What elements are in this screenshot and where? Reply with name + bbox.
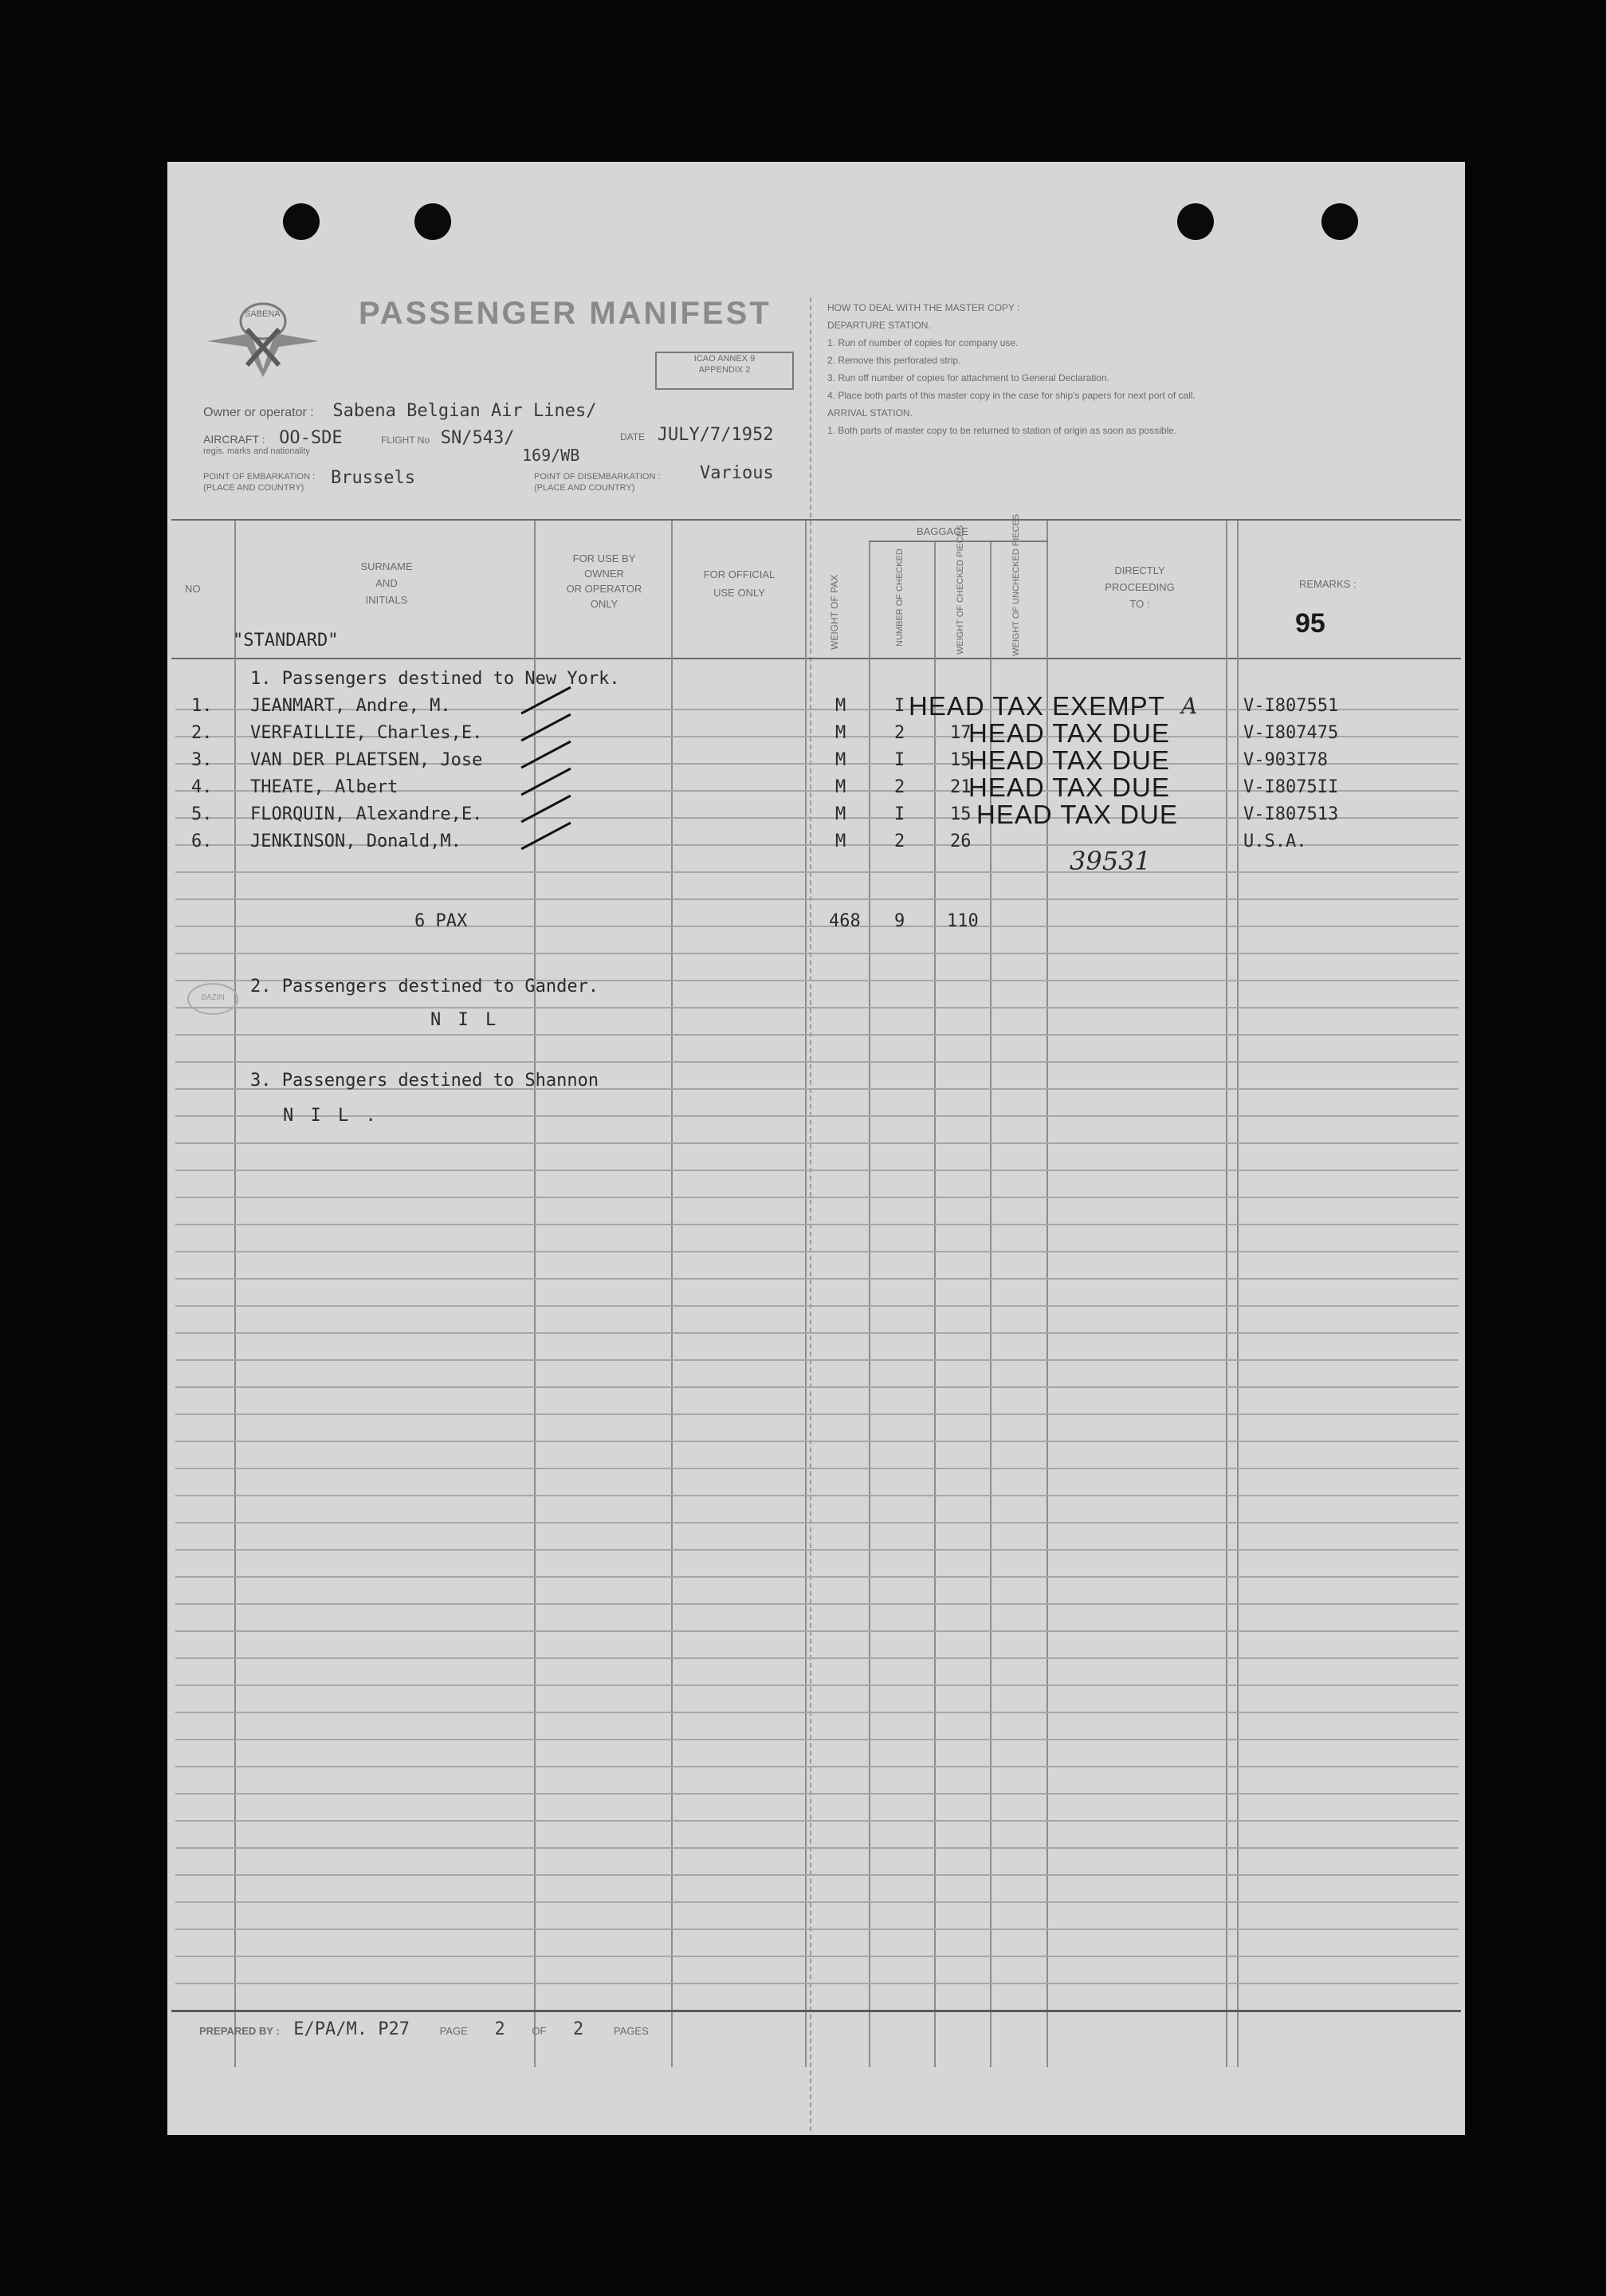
ruled-line	[175, 1847, 1459, 1849]
passenger-no: 1.	[191, 696, 213, 716]
totals-weight: 468	[829, 911, 861, 931]
col-header-line: FOR USE BY	[572, 552, 636, 564]
passenger-bag-weight: 15	[950, 750, 972, 770]
instruction-line: 3. Run off number of copies for attachment to General Declaration.	[827, 372, 1109, 383]
col-header-baggage: BAGGAGE	[917, 525, 969, 537]
of-label: OF	[532, 2025, 547, 2037]
ruled-line	[175, 1495, 1459, 1496]
passenger-name: VERFAILLIE, Charles,E.	[250, 723, 483, 743]
page-mark: 95	[1295, 608, 1325, 639]
col-header-bag-unchecked: WEIGHT OF UNCHECKED PIECES	[1011, 513, 1021, 656]
col-header-bag-checked: NUMBER OF CHECKED	[895, 548, 905, 647]
instruction-line: ARRIVAL STATION.	[827, 407, 913, 419]
sabena-logo-icon	[203, 297, 323, 385]
ruled-line	[175, 1983, 1459, 1984]
col-header-line: TO :	[1129, 598, 1150, 610]
col-header-line: PROCEEDING	[1105, 581, 1175, 593]
ruled-line	[175, 1061, 1459, 1063]
circular-stamp-text: BAZIN	[201, 993, 225, 1002]
ruled-line	[175, 1224, 1459, 1225]
section-heading: 1. Passengers destined to New York.	[250, 669, 620, 689]
col-divider	[534, 521, 536, 2067]
ruled-line	[175, 1576, 1459, 1578]
ruled-line	[175, 1685, 1459, 1686]
instruction-line: DEPARTURE STATION.	[827, 320, 931, 331]
owner-value: Sabena Belgian Air Lines/	[332, 401, 597, 421]
instruction-line: 2. Remove this perforated strip.	[827, 355, 961, 366]
passenger-name: VAN DER PLAETSEN, Jose	[250, 750, 483, 770]
punch-hole	[1321, 203, 1358, 240]
ruled-line	[175, 1034, 1459, 1036]
disembarkation-value: Various	[700, 463, 774, 483]
passenger-remarks: V-I807475	[1243, 723, 1339, 743]
passenger-bag-weight: 26	[950, 832, 972, 851]
ruled-line	[175, 1820, 1459, 1822]
instruction-line: 1. Run of number of copies for company use.	[827, 337, 1019, 348]
col-divider	[805, 521, 807, 2067]
footer	[199, 2019, 649, 2039]
ruled-line	[175, 1305, 1459, 1307]
ruled-line	[175, 1630, 1459, 1632]
totals-bags: 9	[894, 911, 905, 931]
totals-label: 6 PAX	[414, 911, 468, 931]
passenger-name: JEANMART, Andre, M.	[250, 696, 451, 716]
ruled-line	[175, 1901, 1459, 1903]
icao-line: APPENDIX 2	[698, 365, 751, 375]
passenger-bags: 2	[894, 832, 905, 851]
aircraft-label: AIRCRAFT :	[203, 433, 265, 446]
passenger-weight: M	[835, 696, 846, 716]
ruled-line	[175, 1468, 1459, 1469]
passenger-name: FLORQUIN, Alexandre,E.	[250, 804, 483, 824]
col-divider	[1237, 521, 1239, 2067]
of-value: 2	[573, 2019, 584, 2039]
owner-field	[203, 401, 597, 421]
ruled-line	[175, 1793, 1459, 1795]
footer-rule	[171, 2010, 1461, 2012]
passenger-weight: M	[835, 723, 846, 743]
col-header-no: NO	[185, 583, 201, 595]
handwritten-number: 39531	[1070, 846, 1151, 876]
flight-value-2: 169/WB	[522, 446, 580, 465]
passenger-remarks: V-I807513	[1243, 804, 1339, 824]
col-header-weight: WEIGHT OF PAX	[829, 574, 840, 650]
disembarkation-field	[534, 471, 709, 493]
ruled-line	[175, 1413, 1459, 1415]
prepared-by-value: E/PA/M. P27	[293, 2019, 410, 2039]
passenger-no: 3.	[191, 750, 213, 770]
col-divider	[869, 541, 870, 2067]
passenger-remarks: U.S.A.	[1243, 832, 1307, 851]
instruction-line: HOW TO DEAL WITH THE MASTER COPY :	[827, 302, 1020, 313]
manifest-sheet	[167, 162, 1465, 2135]
ruled-line	[175, 1197, 1459, 1198]
aircraft-sub-label: regis. marks and nationality	[203, 446, 310, 456]
pages-label: PAGES	[613, 2025, 649, 2037]
disembarkation-sub-label: (PLACE AND COUNTRY)	[534, 483, 635, 493]
col-header-official-use	[677, 568, 801, 599]
section-heading: 2. Passengers destined to Gander.	[250, 977, 599, 997]
col-header-line: AND	[375, 577, 398, 589]
totals-bag-weight: 110	[947, 911, 979, 931]
col-header-remarks: REMARKS :	[1299, 578, 1357, 590]
passenger-bags: 2	[894, 777, 905, 797]
ruled-line	[175, 1251, 1459, 1252]
col-header-line: FOR OFFICIAL	[703, 568, 776, 580]
col-header-line: DIRECTLY	[1114, 564, 1165, 576]
col-header-surname	[247, 560, 526, 606]
instructions-block	[827, 302, 1321, 436]
flight-value: SN/543/	[440, 428, 515, 448]
ruled-line	[175, 871, 1459, 873]
ruled-line	[175, 1359, 1459, 1361]
ruled-line	[175, 1549, 1459, 1551]
passenger-bags: I	[894, 804, 905, 824]
col-header-line: SURNAME	[360, 560, 413, 572]
ruled-line	[175, 1603, 1459, 1605]
circular-stamp	[187, 983, 238, 1015]
passenger-bags: I	[894, 750, 905, 770]
passenger-no: 4.	[191, 777, 213, 797]
section-heading: 3. Passengers destined to Shannon	[250, 1071, 599, 1091]
owner-label: Owner or operator :	[203, 406, 314, 419]
ruled-line	[175, 1657, 1459, 1659]
ruled-line	[175, 1766, 1459, 1767]
col-header-line: OR OPERATOR	[566, 583, 642, 595]
passenger-no: 2.	[191, 723, 213, 743]
passenger-no: 6.	[191, 832, 213, 851]
class-label: "STANDARD"	[233, 631, 339, 651]
punch-hole	[283, 203, 320, 240]
page-label: PAGE	[439, 2025, 468, 2037]
passenger-no: 5.	[191, 804, 213, 824]
passenger-name: JENKINSON, Donald,M.	[250, 832, 461, 851]
prepared-by-label: PREPARED BY :	[199, 2025, 280, 2037]
ruled-line	[175, 1956, 1459, 1957]
embarkation-sub-label: (PLACE AND COUNTRY)	[203, 483, 304, 493]
section-nil: N I L .	[283, 1106, 379, 1126]
ruled-line	[175, 926, 1459, 927]
passenger-remarks: V-I8075II	[1243, 777, 1339, 797]
col-divider	[234, 521, 236, 2067]
ruled-line	[175, 1142, 1459, 1144]
page-value: 2	[494, 2019, 505, 2039]
passenger-remarks: V-903I78	[1243, 750, 1328, 770]
ruled-line	[175, 1278, 1459, 1280]
col-header-line: INITIALS	[365, 594, 408, 606]
passenger-weight: M	[835, 777, 846, 797]
ruled-line	[175, 1007, 1459, 1008]
head-tax-stamp: HEAD TAX DUE	[968, 773, 1170, 802]
passenger-weight: M	[835, 750, 846, 770]
ruled-line	[175, 1928, 1459, 1930]
icao-line: ICAO ANNEX 9	[693, 354, 756, 364]
col-divider	[1226, 521, 1227, 2067]
ruled-line	[175, 1170, 1459, 1171]
passenger-bag-weight: 21	[950, 777, 972, 797]
head-tax-stamp: HEAD TAX DUE	[976, 800, 1178, 829]
instruction-line: 1. Both parts of master copy to be returned to station of origin as soon as possible.	[827, 425, 1177, 436]
embarkation-label: POINT OF EMBARKATION :	[203, 472, 316, 482]
passenger-bags: 2	[894, 723, 905, 743]
ruled-line	[175, 1712, 1459, 1713]
col-divider	[934, 541, 936, 2067]
col-header-directly	[1056, 564, 1223, 610]
punch-hole	[414, 203, 451, 240]
table-top-rule	[171, 519, 1461, 521]
date-label: DATE	[620, 431, 646, 442]
flight-field	[381, 428, 514, 448]
ruled-line	[175, 953, 1459, 954]
embarkation-value: Brussels	[331, 468, 415, 488]
icao-box	[655, 352, 794, 390]
punch-hole	[1177, 203, 1214, 240]
passenger-name: THEATE, Albert	[250, 777, 399, 797]
page-title: PASSENGER MANIFEST	[359, 296, 772, 331]
passenger-bags: I	[894, 696, 905, 716]
passenger-bag-weight: 15	[950, 804, 972, 824]
passenger-bag-weight: 17	[950, 723, 972, 743]
head-tax-stamp: HEAD TAX DUE	[968, 718, 1170, 748]
ruled-line	[175, 1522, 1459, 1523]
stamp-note: A	[1181, 693, 1198, 719]
passenger-weight: M	[835, 804, 846, 824]
disembarkation-label: POINT OF DISEMBARKATION :	[534, 472, 661, 482]
flight-label: FLIGHT No	[381, 434, 430, 446]
ruled-line	[175, 898, 1459, 900]
embarkation-field	[203, 471, 323, 493]
instruction-line: 4. Place both parts of this master copy in the case for ship's papers for next port of call.	[827, 390, 1196, 401]
col-header-line: OWNER	[584, 568, 624, 580]
col-header-line: ONLY	[590, 598, 618, 610]
date-value: JULY/7/1952	[657, 425, 774, 445]
perforation-line	[810, 297, 811, 2131]
ruled-line	[175, 1332, 1459, 1334]
aircraft-value: OO-SDE	[279, 428, 343, 448]
col-divider	[671, 521, 673, 2067]
head-tax-stamp: HEAD TAX DUE	[968, 745, 1170, 775]
col-header-bag-weight: WEIGHT OF CHECKED PIECES	[956, 525, 965, 655]
table-header-rule	[171, 658, 1461, 659]
logo-text: SABENA	[245, 309, 281, 319]
ruled-line	[175, 1441, 1459, 1442]
ruled-line	[175, 1739, 1459, 1740]
head-tax-stamp: HEAD TAX EXEMPT	[909, 691, 1165, 721]
ruled-line	[175, 1874, 1459, 1876]
passenger-weight: M	[835, 832, 846, 851]
passenger-remarks: V-I807551	[1243, 696, 1339, 716]
col-header-line: USE ONLY	[713, 587, 765, 599]
ruled-line	[175, 1386, 1459, 1388]
section-nil: N I L	[430, 1010, 500, 1030]
col-header-owner-use	[540, 552, 668, 610]
date-field	[620, 425, 773, 445]
